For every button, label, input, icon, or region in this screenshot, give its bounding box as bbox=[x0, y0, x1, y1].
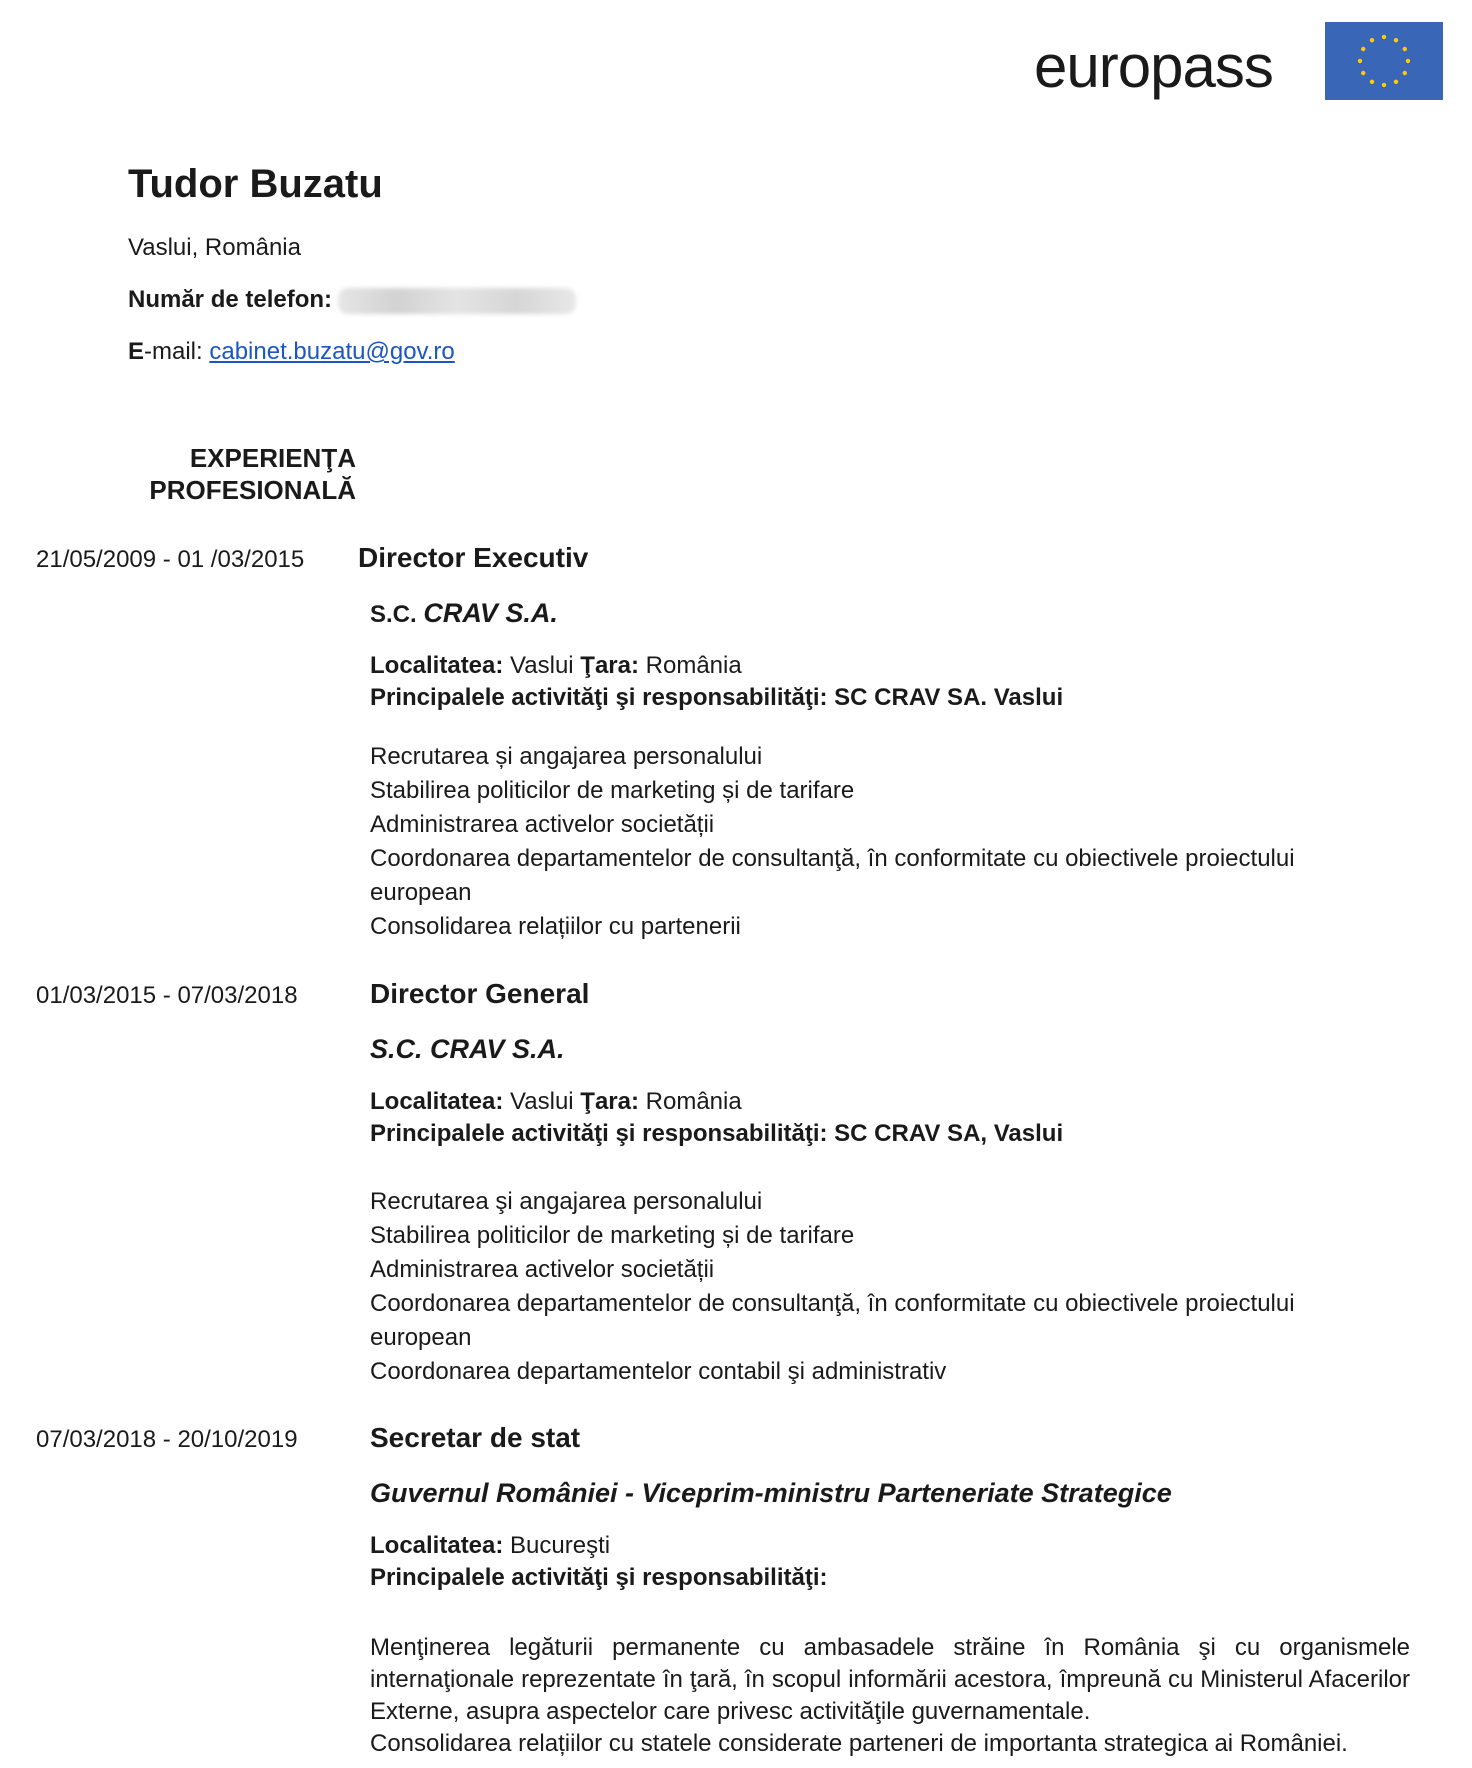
job3-company: Guvernul României - Viceprim-ministru Parteneriate Strategice bbox=[370, 1478, 1172, 1508]
section-title bbox=[120, 442, 356, 506]
job1-location-line bbox=[370, 650, 1063, 682]
job2-info bbox=[370, 1086, 1063, 1150]
list-item: Administrarea activelor societății bbox=[370, 1256, 715, 1283]
job1-resp-text: Principalele activităţi şi responsabilităţi: SC CRAV SA. Vaslui bbox=[370, 684, 1064, 711]
job2-company: S.C. CRAV S.A. bbox=[370, 1034, 565, 1064]
job3-loc-value: Bucureşti bbox=[503, 1532, 611, 1559]
list-item: Stabilirea politicilor de marketing și de tarifare bbox=[370, 1222, 855, 1249]
job3-last-line: Consolidarea relațiilor cu statele considerate parteneri de importanta strategica ai României. bbox=[370, 1730, 1348, 1757]
job2-loc-label: Localitatea: bbox=[370, 1088, 504, 1115]
eu-star-icon bbox=[1358, 59, 1362, 63]
list-item: Administrarea activelor societății bbox=[370, 811, 715, 838]
list-item: Consolidarea relațiilor cu partenerii bbox=[370, 913, 741, 940]
eu-star-icon bbox=[1361, 71, 1365, 75]
job2-resp-text: Principalele activităţi şi responsabilităţi: SC CRAV SA, Vaslui bbox=[370, 1120, 1064, 1147]
eu-star-icon bbox=[1370, 38, 1374, 42]
job2-items bbox=[370, 1185, 1410, 1389]
eu-star-icon bbox=[1394, 80, 1398, 84]
list-item: Coordonarea departamentelor contabil şi administrativ bbox=[370, 1358, 947, 1385]
eu-star-icon bbox=[1370, 80, 1374, 84]
job2-dates: 01/03/2015 - 07/03/2018 bbox=[36, 982, 298, 1009]
job2-loc-value: Vaslui bbox=[503, 1088, 581, 1115]
list-item: Stabilirea politicilor de marketing și de tarifare bbox=[370, 777, 855, 804]
list-item: Recrutarea și angajarea personalului bbox=[370, 743, 763, 770]
job1-company-name: CRAV S.A. bbox=[423, 598, 558, 628]
job1-company bbox=[370, 598, 558, 629]
job1-loc-value: Vaslui bbox=[503, 652, 581, 679]
job1-items bbox=[370, 740, 1410, 944]
job2-country-label: Ţara: bbox=[580, 1088, 639, 1115]
job3-info bbox=[370, 1530, 828, 1594]
job3-dates: 07/03/2018 - 20/10/2019 bbox=[36, 1426, 298, 1453]
eu-star-icon bbox=[1406, 59, 1410, 63]
job1-info bbox=[370, 650, 1063, 714]
eu-star-icon bbox=[1403, 71, 1407, 75]
job2-location-line bbox=[370, 1086, 1063, 1118]
job2-country-value: România bbox=[638, 1088, 742, 1115]
email-row bbox=[128, 338, 455, 366]
email-label-bold: E bbox=[128, 338, 145, 365]
job3-loc-label: Localitatea: bbox=[370, 1532, 504, 1559]
person-location: Vaslui, România bbox=[128, 234, 301, 261]
section-title-line1: EXPERIENŢA bbox=[189, 443, 356, 473]
job3-location-line bbox=[370, 1530, 828, 1562]
job2-resp bbox=[370, 1118, 1063, 1150]
job3-paragraph: Menţinerea legăturii permanente cu ambasadele străine în România şi cu organismele internaţionale reprezentate în ţară, în scopul informării acestora, împreună cu Ministerul Afacerilor Externe, asupra aspectelor care privesc activităţile guvernamentale. bbox=[370, 1634, 1410, 1725]
list-item: Recrutarea şi angajarea personalului bbox=[370, 1188, 763, 1215]
job1-country-label: Ţara: bbox=[580, 652, 639, 679]
job3-resp-text: Principalele activităţi şi responsabilităţi: bbox=[370, 1564, 828, 1591]
eu-star-icon bbox=[1361, 47, 1365, 51]
email-label: -mail: bbox=[144, 338, 203, 365]
list-item: Coordonarea departamentelor de consultanţă, în conformitate cu obiectivele proiectului bbox=[370, 845, 1295, 872]
europass-logo-text: europass bbox=[1034, 33, 1273, 100]
redacted-phone bbox=[338, 288, 576, 314]
job1-loc-label: Localitatea: bbox=[370, 652, 504, 679]
phone-label: Număr de telefon: bbox=[128, 286, 333, 313]
job1-resp bbox=[370, 682, 1063, 714]
eu-star-icon bbox=[1403, 47, 1407, 51]
list-item: european bbox=[370, 1324, 472, 1351]
list-item: Coordonarea departamentelor de consultanţă, în conformitate cu obiectivele proiectului bbox=[370, 1290, 1295, 1317]
email-link[interactable]: cabinet.buzatu@gov.ro bbox=[209, 338, 455, 365]
section-title-line2: PROFESIONALĂ bbox=[149, 475, 356, 505]
job1-title: Director Executiv bbox=[358, 542, 589, 573]
job1-country-value: România bbox=[638, 652, 742, 679]
job1-dates: 21/05/2009 - 01 /03/2015 bbox=[36, 546, 305, 573]
list-item: european bbox=[370, 879, 472, 906]
eu-star-icon bbox=[1382, 83, 1386, 87]
job2-title: Director General bbox=[370, 978, 590, 1009]
person-name: Tudor Buzatu bbox=[128, 162, 383, 206]
eu-flag-icon bbox=[1325, 22, 1443, 100]
eu-star-icon bbox=[1394, 38, 1398, 42]
job3-title: Secretar de stat bbox=[370, 1422, 581, 1453]
eu-flag-stars bbox=[1325, 22, 1443, 100]
eu-star-icon bbox=[1382, 35, 1386, 39]
phone-row bbox=[128, 286, 576, 314]
job3-resp bbox=[370, 1562, 828, 1594]
job1-company-prefix: S.C. bbox=[370, 601, 424, 628]
